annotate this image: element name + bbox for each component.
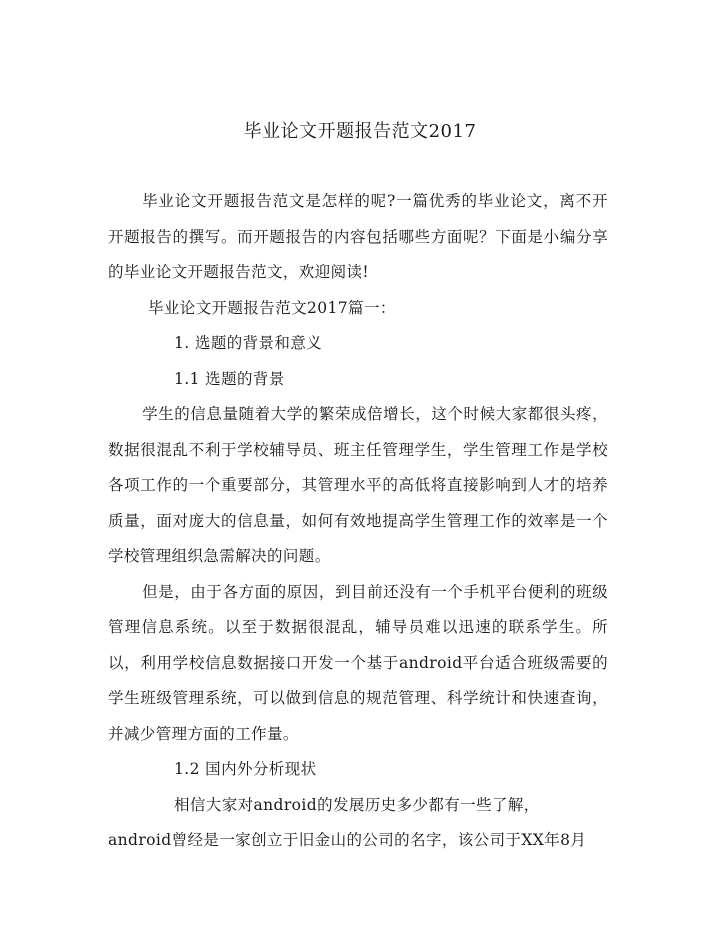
background-paragraph-1: 学生的信息量随着大学的繁荣成倍增长，这个时候大家都很头疼，数据很混乱不利于学校辅导员、班主任管理学生，学生管理工作是学校各项工作的一个重要部分，其管理水平的高低将直接影响到人才的培养质量，面对庞大的信息量，如何有效地提高学生管理工作的效率是一个学校管理组织急需解决的问题。 — [108, 405, 608, 565]
document-body — [108, 184, 608, 859]
section-heading-1-2: 1.2 国内外分析现状 — [174, 760, 317, 778]
status-paragraph-line-2: android曾经是一家创立于旧金山的公司的名字，该公司于XX年8月 — [108, 831, 587, 849]
intro-paragraph: 毕业论文开题报告范文是怎样的呢?一篇优秀的毕业论文，离不开开题报告的撰写。而开题报告的内容包括哪些方面呢？下面是小编分享的毕业论文开题报告范文，欢迎阅读! — [108, 192, 608, 281]
background-paragraph-2: 但是，由于各方面的原因，到目前还没有一个手机平台便利的班级管理信息系统。以至于数据很混乱，辅导员难以迅速的联系学生。所以，利用学校信息数据接口开发一个基于android平台适合班级需要的学生班级管理系统，可以做到信息的规范管理、科学统计和快速查询，并减少管理方面的工作量。 — [108, 582, 608, 743]
section-heading-1: 1. 选题的背景和意义 — [174, 334, 323, 352]
part-heading: 毕业论文开题报告范文2017篇一： — [148, 298, 396, 317]
document-title: 毕业论文开题报告范文2017 — [243, 121, 477, 142]
section-heading-1-1: 1.1 选题的背景 — [174, 369, 285, 388]
status-paragraph-line-1: 相信大家对android的发展历史多少都有一些了解， — [174, 795, 540, 814]
